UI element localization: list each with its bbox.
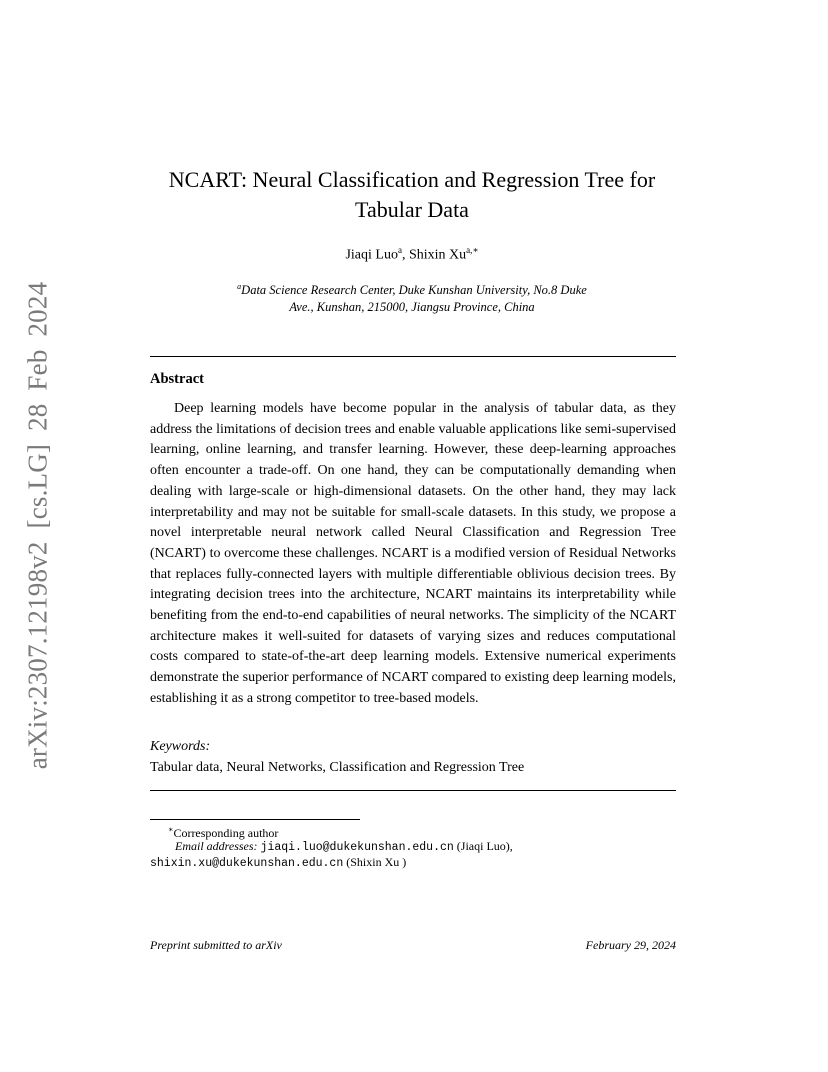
footnote-corresponding-text: Corresponding author [173, 826, 279, 840]
affiliation-mark: a [237, 282, 242, 291]
affiliation-line-2: Ave., Kunshan, 215000, Jiangsu Province, China [289, 300, 535, 315]
abstract-body: Deep learning models have become popular in the analysis of tabular data, as they address the limitations of decision trees and enable valuable applications like semi-supervised learning, online learning, and transfer learning. However, these deep-learning approaches often encounter a trade-off. On one hand, they can be computationally demanding when dealing with large-scale or high-dimensional datasets. On the other hand, they may lack interpretability and may not be suitable for small-scale datasets. In this study, we propose a novel interpretable neural network called Neural Classification and Regression Tree (NCART) to overcome these challenges. NCART is a modified version of Residual Networks that replaces fully-connected layers with multiple differentiable oblivious decision trees. By integrating decision trees into the architecture, NCART maintains its interpretability while benefiting from the end-to-end capabilities of neural networks. The simplicity of the NCART architecture makes it well-suited for datasets of varying sizes and reduces computational costs compared to state-of-the-art deep learning models. Extensive numerical experiments demonstrate the superior performance of NCART compared to existing deep learning models, establishing it as a strong competitor to tree-based models. [150, 401, 677, 706]
paper-title-line-1: NCART: Neural Classification and Regression Tree for [168, 167, 656, 192]
arxiv-identifier-sidebar [18, 281, 58, 769]
arxiv-identifier-text: arXiv:2307.12198v2 [cs.LG] 28 Feb 2024 [22, 281, 53, 769]
paper-title [120, 165, 704, 225]
keywords-list: Tabular data, Neural Networks, Classification and Regression Tree [150, 760, 525, 775]
keywords-heading: Keywords: [150, 739, 211, 754]
affiliation-mark: a [397, 245, 402, 255]
email-link[interactable]: shixin.xu@dukekunshan.edu.cn [150, 857, 344, 870]
footnote-emails-continued [150, 854, 676, 872]
author-list [150, 245, 674, 264]
affiliation-mark: a,∗ [466, 245, 479, 255]
footnote-rule [150, 819, 360, 820]
footnote-mark: ∗ [168, 825, 174, 834]
email-owner: (Shixin Xu ) [343, 855, 407, 869]
author-name: Shixin Xu [408, 247, 467, 263]
paper-title-line-2: Tabular Data [355, 197, 469, 222]
abstract-heading: Abstract [150, 371, 204, 387]
affiliation [200, 278, 624, 316]
email-owner: (Jiaqi Luo), [453, 839, 513, 853]
abstract-top-rule [150, 356, 676, 357]
abstract-bottom-rule [150, 790, 676, 791]
email-label: Email addresses: [175, 839, 258, 853]
submission-date: February 29, 2024 [585, 938, 676, 952]
preprint-note: Preprint submitted to arXiv [150, 938, 282, 952]
affiliation-line-1: Data Science Research Center, Duke Kunshan University, No.8 Duke [241, 283, 587, 298]
email-link[interactable]: jiaqi.luo@dukekunshan.edu.cn [260, 841, 454, 854]
author-separator: , [401, 247, 409, 263]
author-name: Jiaqi Luo [345, 247, 398, 263]
